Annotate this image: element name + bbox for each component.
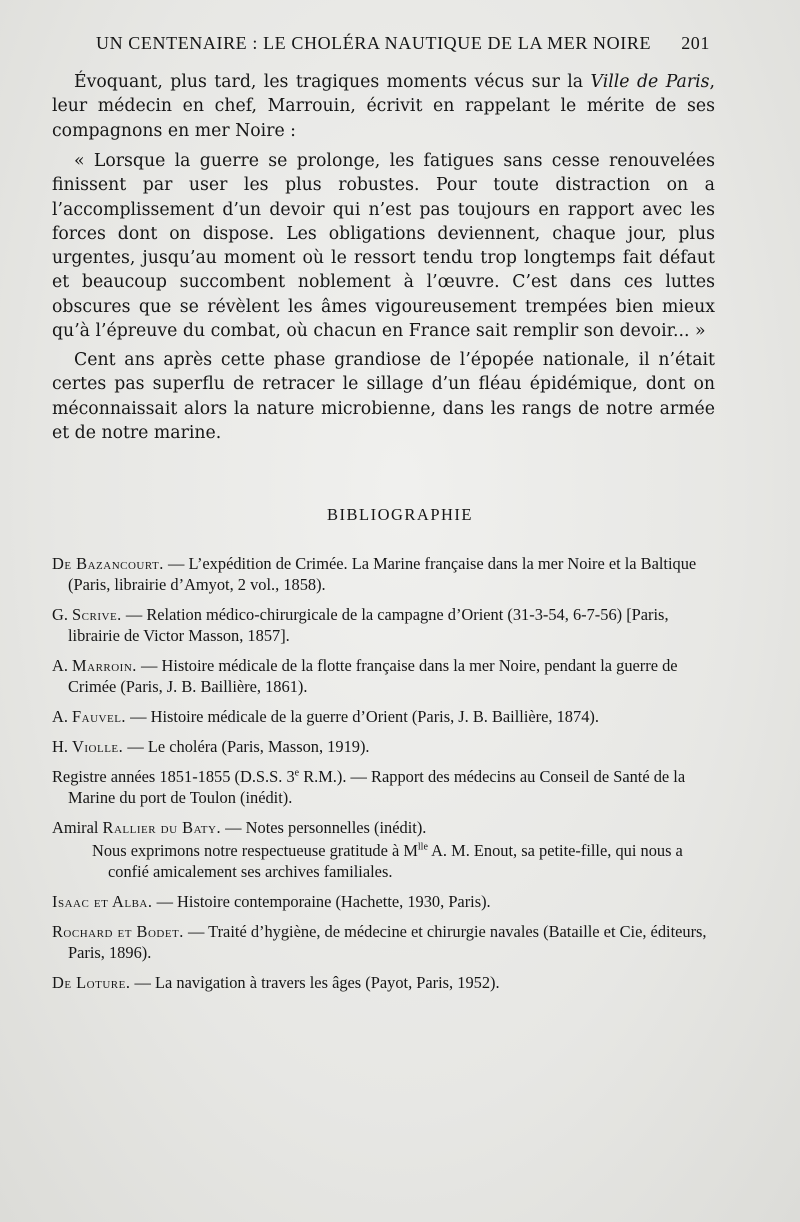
running-title: UN CENTENAIRE : LE CHOLÉRA NAUTIQUE DE LA MER NOIRE [96, 33, 652, 53]
quote-text: « Lorsque la guerre se prolonge, les fatigues sans cesse renouvelées finissent par user les plus robustes. Pour toute distraction on a l’accomplissement d’un devoir qui n’est pas toujours en rapport avec les forces dont on dispose. Les obligations deviennent, chaque jour, plus urgentes, jusqu’au moment où le ressort tendu trop longtemps fait défaut et beaucoup succombent noblement à l’œuvre. C’est dans ces luttes obscures que se révèlent les âmes vigoureusement trempées bien mieux qu’à l’épreuve du combat, où chacun en France sait remplir son devoir... » [52, 151, 715, 342]
bib-entry [52, 553, 722, 595]
bib-entry [52, 655, 722, 697]
bib-initial: A. [52, 656, 73, 675]
bib-text: — Notes personnelles (inédit). [221, 818, 427, 837]
bib-entry [52, 817, 722, 838]
bib-text: — La navigation à travers les âges (Payot, Paris, 1952). [130, 973, 500, 992]
intro-text-start: Évoquant, plus tard, les tragiques moments vécus sur la [74, 72, 591, 92]
bib-text: — Histoire contemporaine (Hachette, 1930, Paris). [152, 892, 491, 911]
bib-superscript: e [294, 767, 300, 779]
bib-title-prefix: Amiral [52, 818, 103, 837]
bib-author: De Loture. [52, 973, 131, 992]
paragraph-conclusion [52, 348, 715, 445]
bib-author: Scrive. [72, 605, 122, 624]
intro-text-end: , leur médecin en chef, Marrouin, écrivit en rappelant le mérite de ses compagnons en mer Noire : [52, 72, 716, 141]
bib-author: Isaac et Alba. [52, 892, 153, 911]
bib-text-end: R.M.). — Rapport des médecins au Conseil de Santé de la Marine du port de Toulon (inédit). [68, 767, 686, 807]
bib-initial: G. [52, 605, 73, 624]
bib-author: Fauvel. [72, 707, 127, 726]
paragraph-quote [52, 149, 715, 343]
bib-entry [52, 891, 722, 912]
bib-entry [52, 736, 722, 757]
bib-text: — Histoire médicale de la flotte française dans la mer Noire, pendant la guerre de Crimée (Paris, J. B. Baillière, 1861). [68, 656, 678, 696]
bib-entry [52, 604, 722, 646]
running-header [96, 33, 710, 54]
bib-text: — Relation médico-chirurgicale de la campagne d’Orient (31-3-54, 6-7-56) [Paris, librairie de Victor Masson, 1857]. [68, 605, 669, 645]
bib-entry [52, 972, 722, 993]
bib-text: — Histoire médicale de la guerre d’Orient (Paris, J. B. Baillière, 1874). [126, 707, 599, 726]
bib-text: — Le choléra (Paris, Masson, 1919). [123, 737, 370, 756]
bib-author: Violle. [72, 737, 124, 756]
bib-initial: A. [52, 707, 73, 726]
ship-name: Ville de Paris [590, 72, 710, 92]
bib-text-start: Registre années 1851-1855 (D.S.S. 3 [52, 767, 295, 786]
paragraph-intro [52, 70, 715, 143]
bib-entry [52, 766, 722, 808]
bib-entry [52, 706, 722, 727]
conclusion-text: Cent ans après cette phase grandiose de l’épopée nationale, il n’était certes pas superflu de retracer le sillage d’un fléau épidémique, dont on méconnaissait alors la nature microbienne, dans les rangs de notre armée et de notre marine. [52, 350, 715, 443]
bib-text: — Traité d’hygiène, de médecine et chirurgie navales (Bataille et Cie, éditeurs, Paris, 1896). [68, 922, 707, 962]
bib-initial: H. [52, 737, 73, 756]
note-superscript: lle [417, 841, 428, 853]
bibliography-list [52, 553, 722, 1002]
bib-author: De Bazancourt. [52, 554, 164, 573]
bib-text: — L’expédition de Crimée. La Marine française dans la mer Noire et la Baltique (Paris, librairie d’Amyot, 2 vol., 1858). [68, 554, 697, 594]
bib-author: Marroin. [72, 656, 137, 675]
bib-entry [52, 921, 722, 963]
bib-author: Rochard et Bodet. [52, 922, 184, 941]
note-text-end: A. M. Enout, sa petite-fille, qui nous a confié amicalement ses archives familiales. [108, 841, 683, 881]
page-number: 201 [681, 33, 710, 53]
note-text-start: Nous exprimons notre respectueuse gratitude à M [92, 841, 418, 860]
acknowledgement-note [92, 840, 722, 882]
bib-author: Rallier du Baty. [102, 818, 222, 837]
bibliography-heading: BIBLIOGRAPHIE [327, 505, 473, 524]
